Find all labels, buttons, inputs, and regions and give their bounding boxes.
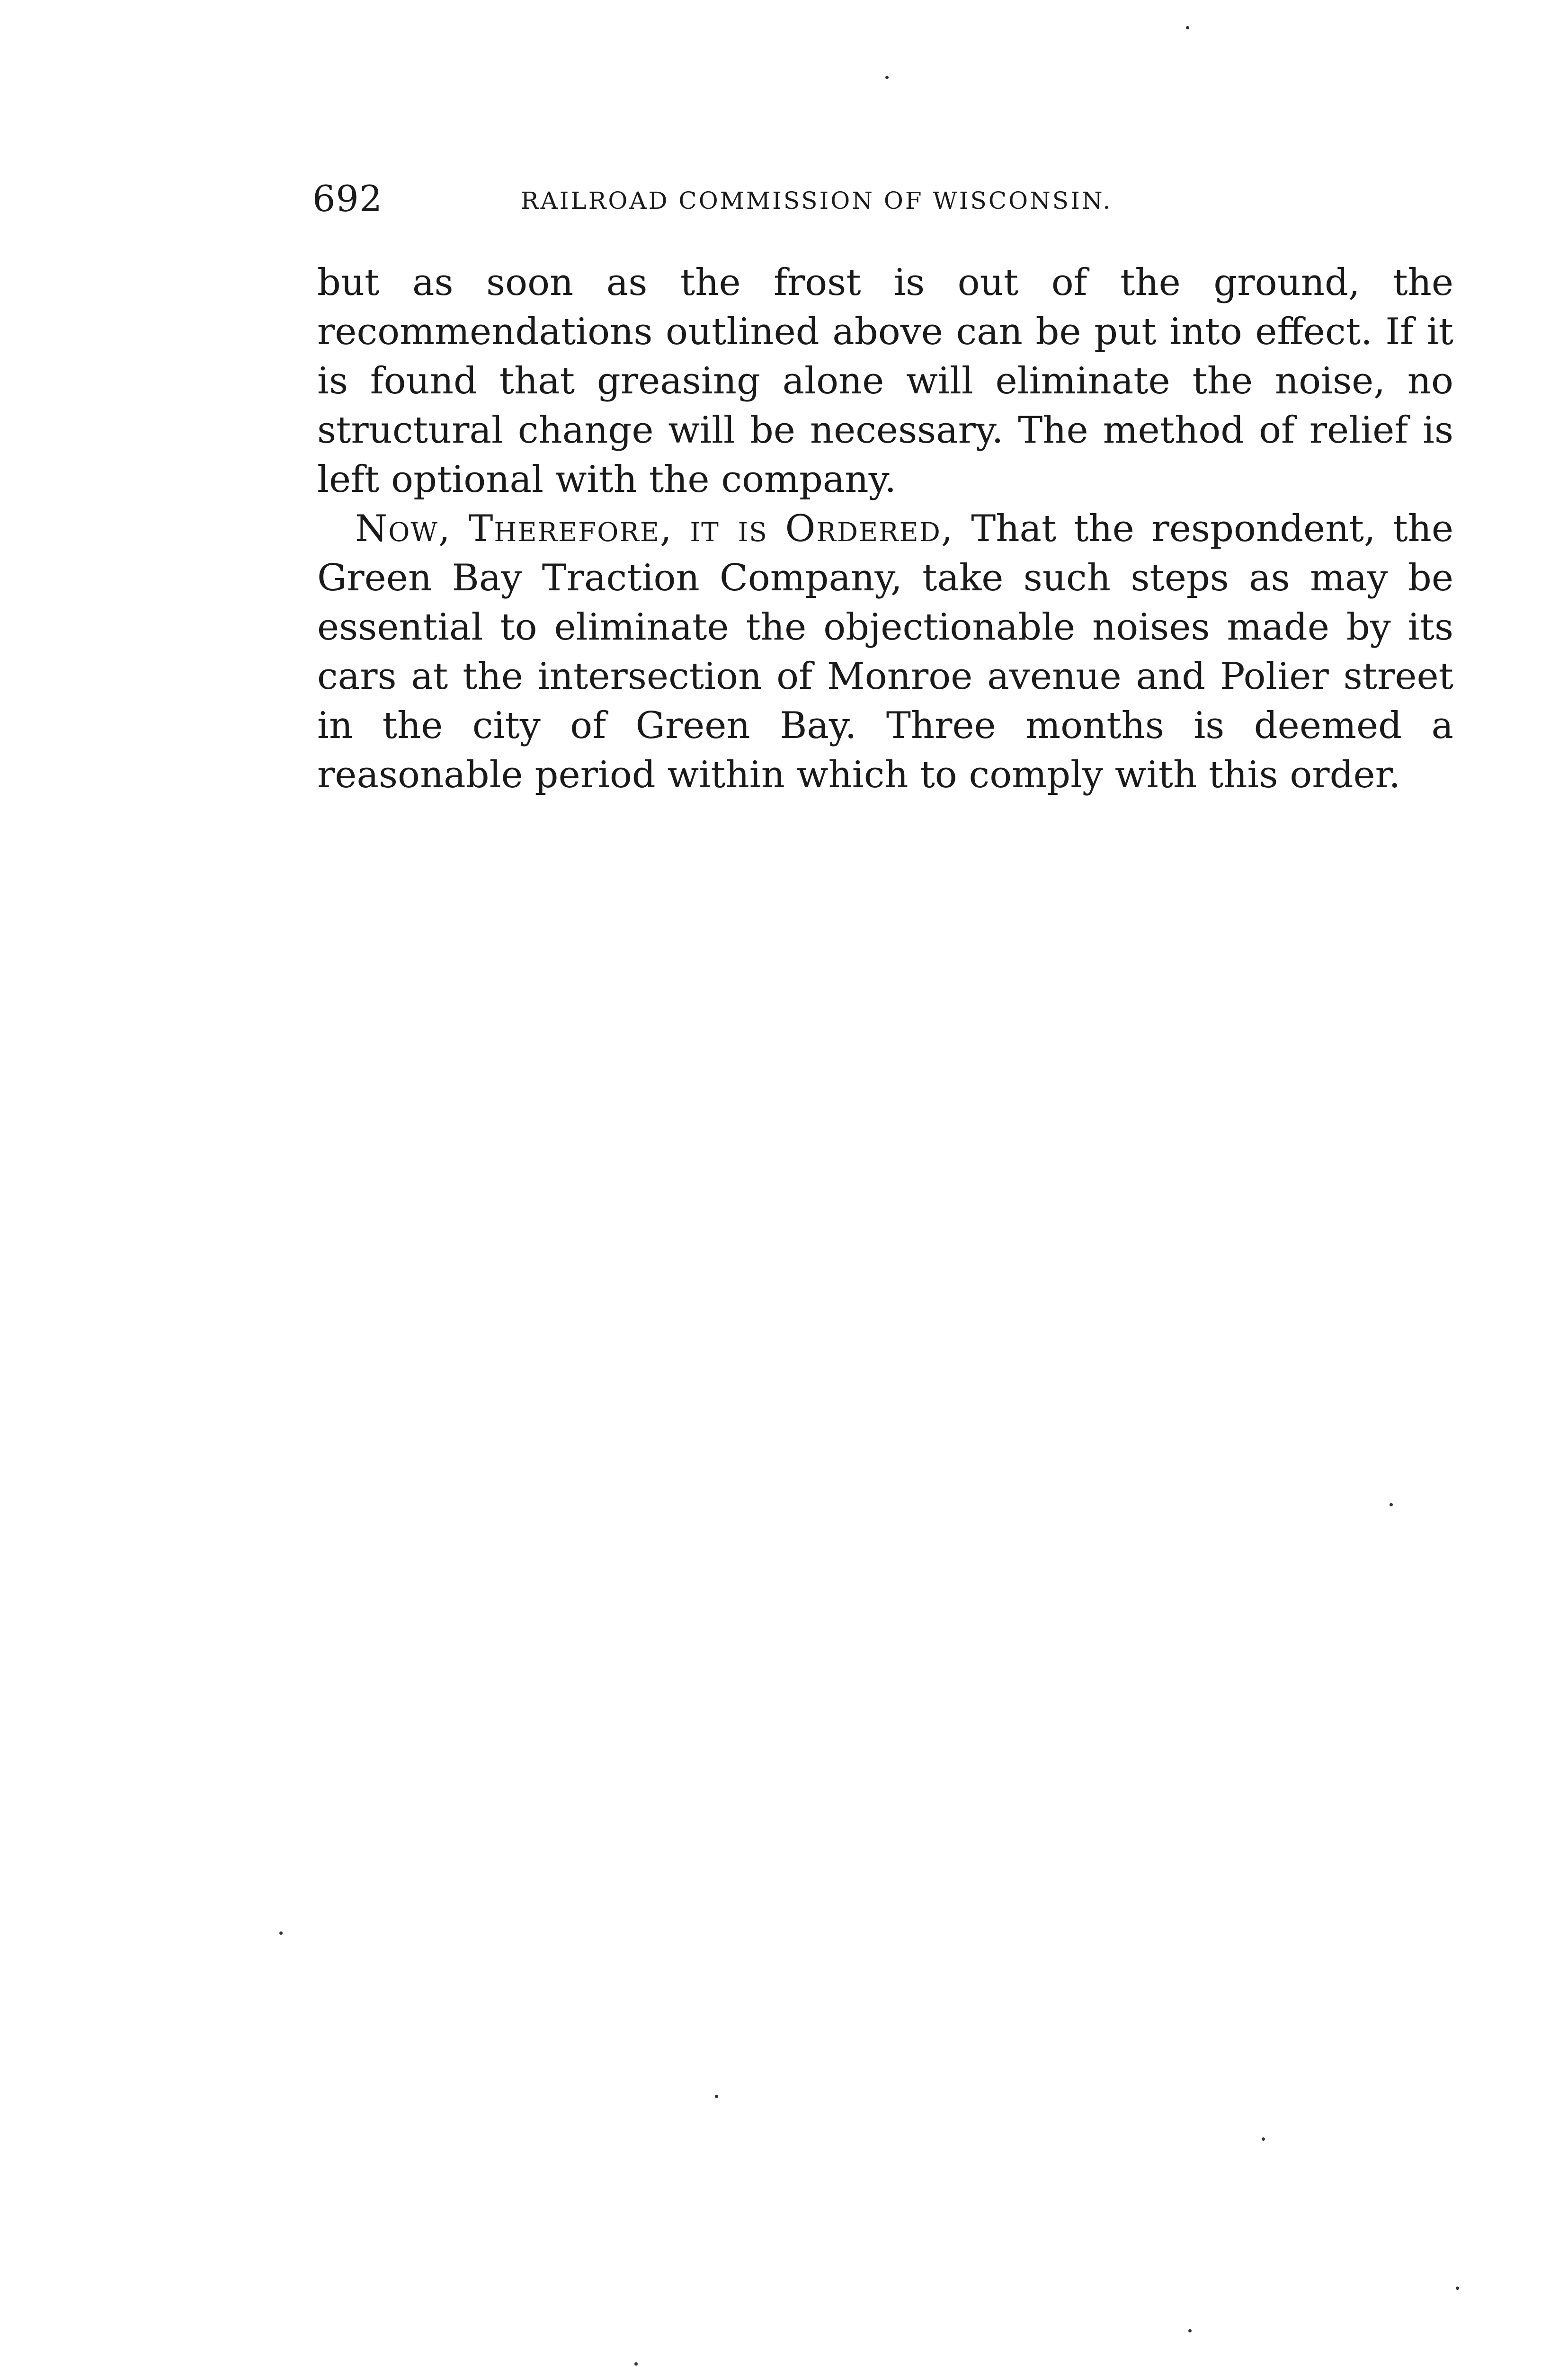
- scan-speck: [1456, 2287, 1459, 2290]
- scan-speck: [1186, 26, 1189, 29]
- page-number: 692: [312, 178, 383, 220]
- order-lead-therefore: Therefore,: [468, 507, 673, 550]
- body-text: [317, 258, 1453, 800]
- paragraph-continuation: but as soon as the frost is out of the ground, the recommendations outlined above can be put into effect. If it is found that greasing alone will eliminate the noise, no structural change will be necessary. The method of relief is left optional with the company.: [317, 261, 1453, 501]
- order-lead-it-is: it is: [690, 507, 768, 550]
- scan-speck: [715, 2095, 718, 2098]
- order-text: That the respondent, the Green Bay Traction Company, take such steps as may be essential to eliminate the objectionable noises made by its cars at the intersection of Monroe avenue and Polier street in the city of Green Bay. Three months is deemed a reasonable period within which to comply with this order.: [317, 507, 1453, 796]
- order-lead-now: Now,: [355, 507, 451, 550]
- running-head: RAILROAD COMMISSION OF WISCONSIN.: [521, 187, 1113, 214]
- paragraph-order: [317, 504, 1453, 800]
- scan-speck: [1262, 2137, 1265, 2141]
- scan-speck: [279, 1931, 283, 1935]
- scan-speck: [634, 2362, 638, 2366]
- scan-speck: [1390, 1503, 1393, 1506]
- scan-speck: [1188, 2329, 1192, 2332]
- page-header: [312, 175, 1236, 222]
- order-lead-ordered: Ordered,: [785, 507, 954, 550]
- scan-speck: [885, 76, 889, 79]
